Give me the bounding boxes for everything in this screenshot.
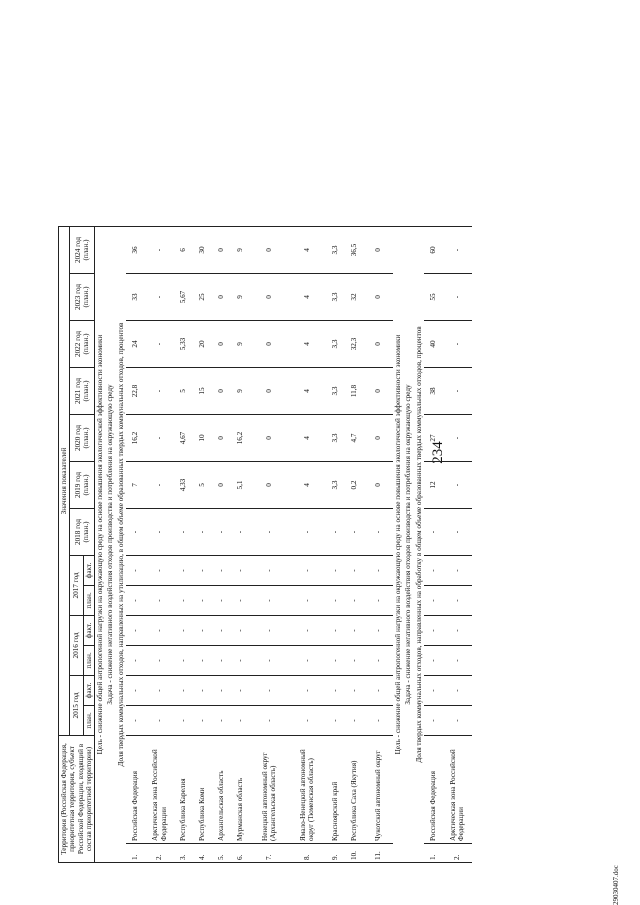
- territory-name: Ненецкий автономный округ (Архангельская область): [250, 736, 288, 844]
- value-cell: -: [193, 676, 212, 706]
- value-cell: 30: [193, 227, 212, 274]
- value-cell: -: [145, 415, 174, 462]
- value-cell: -: [250, 586, 288, 616]
- value-cell: -: [174, 509, 193, 556]
- value-cell: 0: [250, 321, 288, 368]
- value-cell: 0: [364, 227, 393, 274]
- value-cell: 4: [288, 227, 326, 274]
- value-cell: -: [364, 509, 393, 556]
- value-cell: -: [326, 509, 345, 556]
- value-cell: 0: [364, 274, 393, 321]
- value-cell: 5,33: [174, 321, 193, 368]
- value-cell: 0: [364, 321, 393, 368]
- value-cell: -: [250, 556, 288, 586]
- value-cell: -: [424, 509, 443, 556]
- value-cell: 5,67: [174, 274, 193, 321]
- value-cell: -: [231, 646, 250, 676]
- value-cell: -: [212, 646, 231, 676]
- row-number: 10.: [345, 844, 364, 863]
- table-row: [326, 227, 345, 863]
- value-cell: -: [443, 586, 472, 616]
- year-2015-header: 2015 год: [70, 676, 84, 736]
- value-cell: -: [174, 646, 193, 676]
- value-cell: -: [126, 706, 145, 736]
- row-number: 9.: [326, 844, 345, 863]
- value-cell: -: [126, 646, 145, 676]
- value-cell: -: [424, 586, 443, 616]
- row-number: 3.: [174, 844, 193, 863]
- year-2021-header: 2021 год (план.): [70, 368, 95, 415]
- value-cell: 55: [424, 274, 443, 321]
- section-task: Задача - снижение негативного воздействия отходов производства и потребления на окружающую среду: [105, 227, 115, 863]
- value-cell: -: [212, 509, 231, 556]
- value-cell: -: [443, 646, 472, 676]
- value-cell: -: [174, 706, 193, 736]
- value-cell: -: [231, 556, 250, 586]
- section-task: Задача - снижение негативного воздействия отходов производства и потребления на окружающую среду: [403, 227, 413, 863]
- table-row: [364, 227, 393, 863]
- value-cell: -: [443, 321, 472, 368]
- value-cell: 4,7: [345, 415, 364, 462]
- value-cell: 5: [193, 462, 212, 509]
- value-cell: -: [145, 706, 174, 736]
- value-cell: -: [326, 556, 345, 586]
- value-cell: 60: [424, 227, 443, 274]
- value-cell: -: [288, 616, 326, 646]
- value-cell: 0: [364, 415, 393, 462]
- value-cell: 3,3: [326, 462, 345, 509]
- value-cell: 4,67: [174, 415, 193, 462]
- indicators-table: [58, 226, 472, 863]
- value-cell: -: [288, 706, 326, 736]
- value-cell: -: [345, 509, 364, 556]
- value-cell: 3,3: [326, 368, 345, 415]
- value-cell: 9: [231, 274, 250, 321]
- value-cell: -: [145, 462, 174, 509]
- value-cell: 4: [288, 415, 326, 462]
- value-cell: -: [193, 586, 212, 616]
- value-cell: 0,2: [345, 462, 364, 509]
- territory-name: Красноярский край: [326, 736, 345, 844]
- year-2019-header: 2019 год (план.): [70, 462, 95, 509]
- value-cell: 0: [212, 415, 231, 462]
- value-cell: -: [288, 646, 326, 676]
- value-cell: -: [126, 556, 145, 586]
- year-2017-header: 2017 год: [70, 556, 84, 616]
- value-cell: -: [326, 646, 345, 676]
- table-row: [250, 227, 288, 863]
- value-cell: -: [145, 509, 174, 556]
- table-row: [443, 227, 472, 863]
- table-row: [345, 227, 364, 863]
- territory-name: Республика Саха (Якутия): [345, 736, 364, 844]
- value-cell: -: [345, 586, 364, 616]
- value-cell: -: [326, 586, 345, 616]
- value-cell: -: [443, 556, 472, 586]
- value-cell: -: [288, 586, 326, 616]
- value-cell: -: [231, 586, 250, 616]
- value-cell: -: [212, 616, 231, 646]
- value-cell: 5,1: [231, 462, 250, 509]
- territory-name: Республика Коми: [193, 736, 212, 844]
- value-cell: -: [443, 227, 472, 274]
- fact-header: факт.: [83, 676, 94, 706]
- value-cell: 11,8: [345, 368, 364, 415]
- territory-name: Российская Федерация: [126, 736, 145, 844]
- value-cell: -: [212, 706, 231, 736]
- value-cell: -: [145, 616, 174, 646]
- value-cell: -: [443, 616, 472, 646]
- value-cell: -: [326, 616, 345, 646]
- value-cell: -: [345, 646, 364, 676]
- row-number: 4.: [193, 844, 212, 863]
- values-header: Значения показателей: [59, 227, 70, 736]
- value-cell: -: [364, 646, 393, 676]
- page-number: 234: [430, 441, 446, 464]
- value-cell: 7: [126, 462, 145, 509]
- year-2023-header: 2023 год (план.): [70, 274, 95, 321]
- value-cell: -: [364, 676, 393, 706]
- value-cell: -: [364, 616, 393, 646]
- value-cell: 38: [424, 368, 443, 415]
- section-indicator: Доля твердых коммунальных отходов, направленных на обработку в общем объеме образованных твердых коммунальных отходов, процентов: [414, 227, 424, 863]
- value-cell: 5: [174, 368, 193, 415]
- value-cell: -: [364, 556, 393, 586]
- table-row: [288, 227, 326, 863]
- table-row: [126, 227, 145, 863]
- value-cell: -: [250, 509, 288, 556]
- table-body: [95, 227, 472, 863]
- table-row: [212, 227, 231, 863]
- value-cell: 4,33: [174, 462, 193, 509]
- value-cell: -: [145, 368, 174, 415]
- value-cell: 36,5: [345, 227, 364, 274]
- value-cell: -: [145, 646, 174, 676]
- table-row: [231, 227, 250, 863]
- value-cell: 40: [424, 321, 443, 368]
- row-number: 8.: [288, 844, 326, 863]
- value-cell: -: [174, 586, 193, 616]
- territory-name: Арктическая зона Российской Федерации: [145, 736, 174, 844]
- value-cell: 6: [174, 227, 193, 274]
- row-number: 7.: [250, 844, 288, 863]
- value-cell: -: [345, 616, 364, 646]
- value-cell: -: [126, 586, 145, 616]
- value-cell: 0: [250, 274, 288, 321]
- value-cell: -: [424, 646, 443, 676]
- value-cell: -: [326, 676, 345, 706]
- value-cell: -: [231, 616, 250, 646]
- row-number: 6.: [231, 844, 250, 863]
- value-cell: -: [364, 706, 393, 736]
- row-number: 5.: [212, 844, 231, 863]
- row-number: 2.: [145, 844, 174, 863]
- row-number: 2.: [443, 844, 472, 863]
- value-cell: -: [193, 509, 212, 556]
- fact-header: факт.: [83, 556, 94, 586]
- table-row: [145, 227, 174, 863]
- territory-name: Арктическая зона Российской Федерации: [443, 736, 472, 844]
- value-cell: 12: [424, 462, 443, 509]
- value-cell: 9: [231, 321, 250, 368]
- document-id: 29030407.doc: [612, 865, 620, 905]
- plan-header: план.: [83, 646, 94, 676]
- value-cell: 22,8: [126, 368, 145, 415]
- value-cell: -: [250, 676, 288, 706]
- territory-name: Архангельская область: [212, 736, 231, 844]
- value-cell: 32: [345, 274, 364, 321]
- value-cell: -: [288, 676, 326, 706]
- value-cell: -: [145, 676, 174, 706]
- value-cell: -: [145, 321, 174, 368]
- territory-name: Республика Карелия: [174, 736, 193, 844]
- row-number: 11.: [364, 844, 393, 863]
- value-cell: 0: [250, 462, 288, 509]
- value-cell: -: [145, 586, 174, 616]
- value-cell: -: [145, 556, 174, 586]
- value-cell: 10: [193, 415, 212, 462]
- year-2016-header: 2016 год: [70, 616, 84, 676]
- value-cell: -: [250, 616, 288, 646]
- value-cell: -: [193, 616, 212, 646]
- fact-header: факт.: [83, 616, 94, 646]
- section-goal: Цель - снижение общей антропогенной нагрузки на окружающую среду на основе повышения экологической эффективности экономики: [393, 227, 403, 863]
- value-cell: 9: [231, 368, 250, 415]
- value-cell: -: [288, 556, 326, 586]
- value-cell: 3,3: [326, 321, 345, 368]
- section-indicator: Доля твердых коммунальных отходов, направленных на утилизацию, в общем объеме образованных твердых коммунальных отходов, процентов: [116, 227, 126, 863]
- value-cell: -: [443, 509, 472, 556]
- value-cell: 33: [126, 274, 145, 321]
- value-cell: 3,3: [326, 415, 345, 462]
- value-cell: -: [174, 556, 193, 586]
- value-cell: 0: [250, 415, 288, 462]
- value-cell: -: [443, 274, 472, 321]
- value-cell: -: [212, 586, 231, 616]
- value-cell: 15: [193, 368, 212, 415]
- value-cell: -: [231, 509, 250, 556]
- value-cell: -: [424, 556, 443, 586]
- value-cell: 4: [288, 321, 326, 368]
- value-cell: -: [345, 706, 364, 736]
- row-number: 1.: [126, 844, 145, 863]
- table-row: [424, 227, 443, 863]
- year-2024-header: 2024 год (план.): [70, 227, 95, 274]
- value-cell: 3,3: [326, 227, 345, 274]
- value-cell: -: [193, 646, 212, 676]
- value-cell: -: [443, 415, 472, 462]
- value-cell: 0: [212, 274, 231, 321]
- value-cell: 3,3: [326, 274, 345, 321]
- year-2020-header: 2020 год (план.): [70, 415, 95, 462]
- value-cell: -: [174, 616, 193, 646]
- value-cell: -: [345, 556, 364, 586]
- value-cell: -: [174, 676, 193, 706]
- value-cell: 24: [126, 321, 145, 368]
- row-number: 1.: [424, 844, 443, 863]
- value-cell: -: [443, 368, 472, 415]
- value-cell: -: [326, 706, 345, 736]
- plan-header: план.: [83, 586, 94, 616]
- value-cell: -: [364, 586, 393, 616]
- value-cell: 4: [288, 462, 326, 509]
- value-cell: -: [424, 706, 443, 736]
- territory-name: Мурманская область: [231, 736, 250, 844]
- value-cell: -: [193, 706, 212, 736]
- value-cell: -: [424, 676, 443, 706]
- value-cell: -: [126, 616, 145, 646]
- value-cell: 0: [212, 227, 231, 274]
- value-cell: -: [424, 616, 443, 646]
- value-cell: 0: [212, 462, 231, 509]
- value-cell: -: [212, 676, 231, 706]
- value-cell: 0: [364, 368, 393, 415]
- value-cell: -: [126, 676, 145, 706]
- value-cell: 9: [231, 227, 250, 274]
- territory-name: Ямало-Ненецкий автономный округ (Тюменская область): [288, 736, 326, 844]
- value-cell: -: [288, 509, 326, 556]
- value-cell: -: [145, 227, 174, 274]
- year-2022-header: 2022 год (план.): [70, 321, 95, 368]
- value-cell: -: [231, 706, 250, 736]
- territory-name: Чукотский автономный округ: [364, 736, 393, 844]
- value-cell: -: [345, 676, 364, 706]
- plan-header: план.: [83, 706, 94, 736]
- value-cell: 4: [288, 368, 326, 415]
- territory-header: Территория (Российская Федерация, приоритетная территория, субъект Российской Федерации, входящий в состав приоритетной территории): [59, 736, 95, 863]
- value-cell: -: [443, 676, 472, 706]
- territory-name: Российская Федерация: [424, 736, 443, 844]
- value-cell: -: [250, 706, 288, 736]
- value-cell: -: [443, 462, 472, 509]
- value-cell: 36: [126, 227, 145, 274]
- value-cell: 27: [424, 415, 443, 462]
- value-cell: -: [231, 676, 250, 706]
- year-2018-header: 2018 год (план.): [70, 509, 95, 556]
- value-cell: 20: [193, 321, 212, 368]
- value-cell: 16,2: [126, 415, 145, 462]
- value-cell: -: [212, 556, 231, 586]
- value-cell: 0: [212, 321, 231, 368]
- value-cell: -: [443, 706, 472, 736]
- value-cell: 32,3: [345, 321, 364, 368]
- value-cell: 0: [212, 368, 231, 415]
- table-row: [174, 227, 193, 863]
- value-cell: -: [193, 556, 212, 586]
- value-cell: 0: [364, 462, 393, 509]
- value-cell: 25: [193, 274, 212, 321]
- value-cell: -: [145, 274, 174, 321]
- value-cell: 16,2: [231, 415, 250, 462]
- value-cell: -: [250, 646, 288, 676]
- section-goal: Цель - снижение общей антропогенной нагрузки на окружающую среду на основе повышения экологической эффективности экономики: [95, 227, 106, 863]
- value-cell: -: [126, 509, 145, 556]
- table-row: [193, 227, 212, 863]
- value-cell: 0: [250, 227, 288, 274]
- value-cell: 4: [288, 274, 326, 321]
- value-cell: 0: [250, 368, 288, 415]
